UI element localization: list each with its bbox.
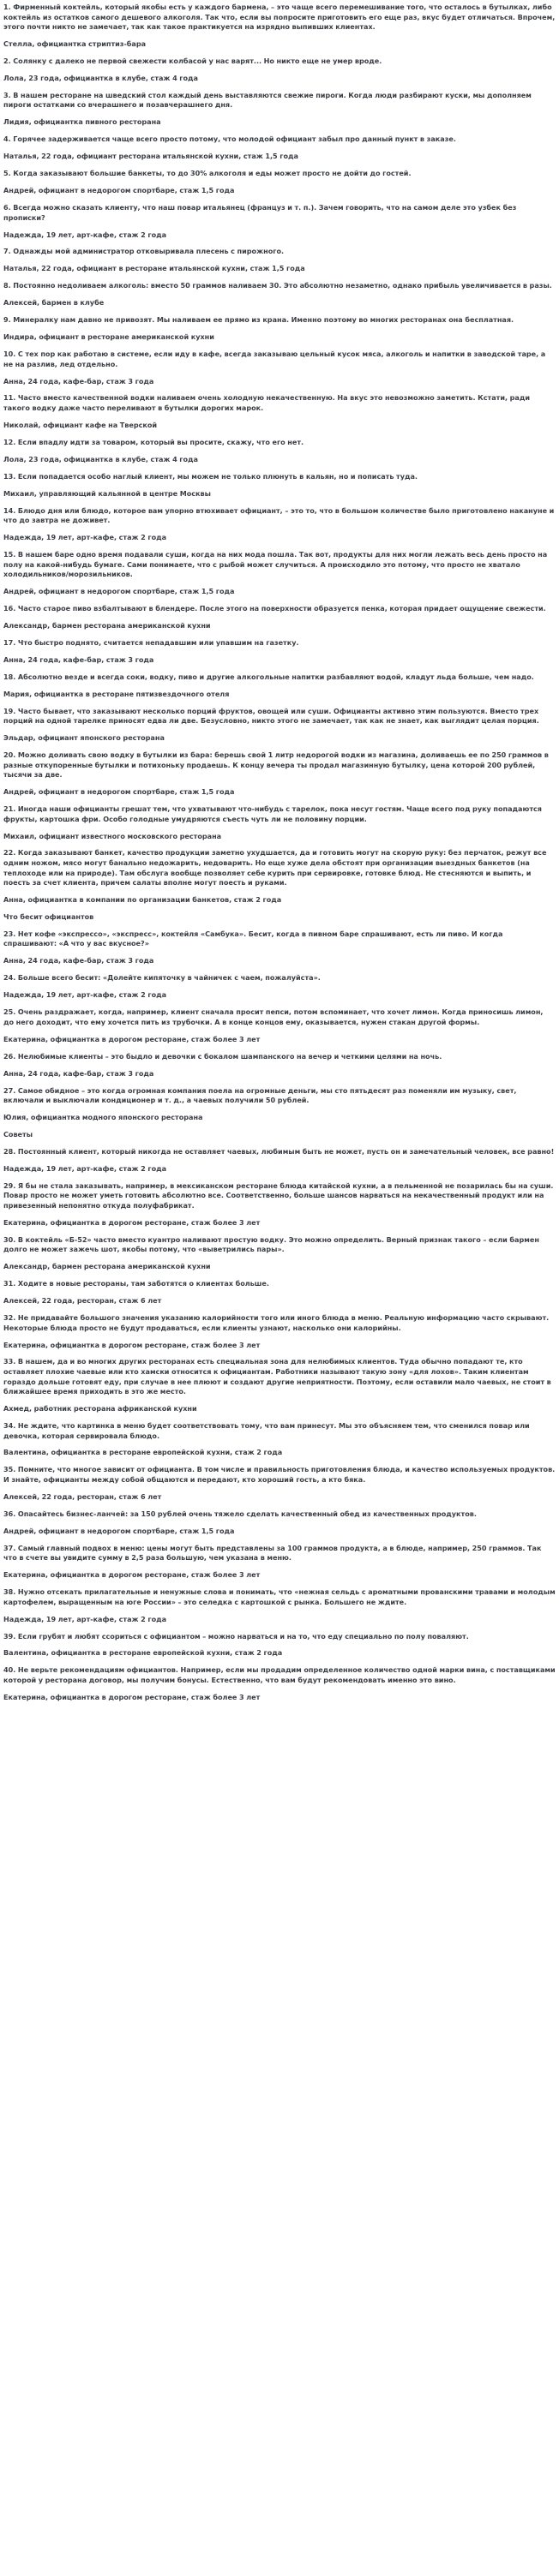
numbered-item: 31. Ходите в новые рестораны, там заботятся о клиентах больше.: [3, 1279, 269, 1288]
numbered-item: 11. Часто вместо качественной водки наливаем очень холодную некачественную. На вкус это невозможно заметить. Кстати, ради такого водку даже часто переливают в бутылки дорогих марок.: [3, 393, 531, 413]
numbered-item: 4. Горячее задерживается чаще всего просто потому, что молодой официант забыл про данный пункт в заказе.: [3, 134, 456, 144]
attribution-line: Андрей, официант в недорогом спортбаре, стаж 1,5 года: [3, 787, 235, 797]
attribution-line: Александр, бармен ресторана американской кухни: [3, 620, 211, 630]
numbered-item: 21. Иногда наши официанты грешат тем, что ухватывают что-нибудь с тарелок, пока несут гостям. Чаще всего под руку попадаются фрукты, картошка фри. Особо голодные умудряются съесть чуть ли не половину порции.: [3, 804, 542, 823]
numbered-item: 37. Самый главный подвох в меню: цены могут быть представлены за 100 граммов продукта, а в блюде, например, 250 граммов. Так что в счете вы увидите сумму в 2,5 раза большую, чем указана в меню.: [3, 1543, 542, 1563]
numbered-item: 28. Постоянный клиент, который никогда не оставляет чаевых, любимым быть не может, пусть он и замечательный человек, все равно!: [3, 1146, 555, 1156]
numbered-item: 3. В нашем ресторане на шведский стол каждый день выставляются свежие пироги. Когда люди разбирают куски, мы дополняем пироги остатками со вчерашнего и позавчерашнего дня.: [3, 90, 532, 110]
attribution-line: Стелла, официантка стриптиз-бара: [3, 39, 147, 49]
attribution-line: Екатерина, официантка в дорогом ресторане, стаж более 3 лет: [3, 1340, 261, 1349]
numbered-item: 6. Всегда можно сказать клиенту, что наш повар итальянец (француз и т. п.). Зачем говорить, что на самом деле это узбек без прописки?: [3, 203, 517, 222]
attribution-line: Андрей, официант в недорогом спортбаре, стаж 1,5 года: [3, 587, 235, 596]
attribution-line: Анна, 24 года, кафе-бар, стаж 3 года: [3, 1068, 154, 1078]
numbered-item: 13. Если попадается особо наглый клиент, мы можем не только плюнуть в кальян, но и пописать туда.: [3, 471, 418, 481]
attribution-line: Надежда, 19 лет, арт-кафе, стаж 2 года: [3, 230, 167, 239]
numbered-item: 19. Часто бывает, что заказывают несколько порций фруктов, овощей или суши. Официанты активно этим пользуются. Вместо трех порций на одной тарелке приносят едва ли две. Безусловно, никто этого не замечает, так как не знает, как выглядит целая порция.: [3, 706, 539, 726]
attribution-line: Индира, официант в ресторане американской кухни: [3, 332, 214, 342]
attribution-line: Анна, 24 года, кафе-бар, стаж 3 года: [3, 956, 154, 965]
attribution-line: Валентина, официантка в ресторане европейской кухни, стаж 2 года: [3, 1648, 283, 1658]
attribution-line: Лола, 23 года, официантка в клубе, стаж 4 года: [3, 73, 198, 82]
attribution-line: Наталья, 22 года, официант ресторана итальянской кухни, стаж 1,5 года: [3, 152, 298, 161]
numbered-item: 25. Очень раздражает, когда, например, клиент сначала просит пепси, потом вспоминает, что хочет лимон. Когда приносишь лимон, до него доходит, что ему хочется пить из трубочки. А в конце концов ему, оказывается, нужен стакан другой формы.: [3, 1007, 544, 1026]
numbered-item: 35. Помните, что многое зависит от официанта. В том числе и правильность приготовления блюда, и качество используемых продуктов. И знайте, официанты между собой общаются и передают, кто хороший гость, а кто бяка.: [3, 1465, 556, 1484]
attribution-line: Екатерина, официантка в дорогом ресторане, стаж более 3 лет: [3, 1692, 261, 1701]
numbered-item: 29. Я бы не стала заказывать, например, в мексиканском ресторане блюда китайской кухни, а в пельменной не позарилась бы на суши. Повар просто не может уметь готовить абсолютно все. Соответственно, больше шансов нарваться на некачественный продукт или на привезенный непонятно откуда полуфабрикат.: [3, 1180, 554, 1210]
numbered-item: 18. Абсолютно везде и всегда соки, водку, пиво и другие алкогольные напитки разбавляют водой, кладут льда больше, чем надо.: [3, 672, 534, 681]
numbered-item: 33. В нашем, да и во многих других ресторанах есть специальная зона для нелюбимых клиентов. Туда обычно попадают те, кто оставляет плохие чаевые или кто хамски относится к официантам. Работники называют такую зону «для лохов». Таким клиентам гораздо дольше готовят еду, при случае в нее плюют и создают другие неприятности. Поэтому, если оставили мало чаевых, не стоит в ближайшее время приходить в это же место.: [3, 1357, 551, 1396]
numbered-item: 40. Не верьте рекомендациям официантов. Например, если мы продадим определенное количество одной марки вина, с поставщиками которой у ресторана договор, мы получим бонусы. Естественно, что вам будут рекомендовать именно это вино.: [3, 1665, 556, 1684]
numbered-item: 9. Минералку нам давно не привозят. Мы наливаем ее прямо из крана. Именно поэтому во многих ресторанах она бесплатная.: [3, 315, 514, 325]
attribution-line: Надежда, 19 лет, арт-кафе, стаж 2 года: [3, 1614, 167, 1623]
attribution-line: Лидия, официантка пивного ресторана: [3, 117, 161, 127]
attribution-line: Юлия, официантка модного японского ресторана: [3, 1113, 203, 1122]
numbered-item: 5. Когда заказывают большие банкеты, то до 30% алкоголя и еды может просто не дойти до гостей.: [3, 169, 412, 178]
numbered-item: 8. Постоянно недоливаем алкоголь: вместо 50 граммов наливаем 30. Это абсолютно незаметно, однако прибыль увеличивается в разы.: [3, 281, 552, 290]
attribution-line: Михаил, официант известного московского ресторана: [3, 831, 222, 840]
numbered-item: 34. Не ждите, что картинка в меню будет соответствовать тому, что вам принесут. Мы это объясняем тем, что сменился повар или девочка, которая сервировала блюдо.: [3, 1420, 530, 1440]
section-heading: Советы: [3, 1129, 33, 1139]
numbered-item: 17. Что быстро поднято, считается непадавшим или упавшим на газетку.: [3, 637, 299, 647]
attribution-line: Екатерина, официантка в дорогом ресторане, стаж более 3 лет: [3, 1034, 261, 1043]
numbered-item: 24. Больше всего бесит: «Долейте кипяточку в чайничек с чаем, пожалуйста».: [3, 973, 321, 983]
numbered-item: 2. Солянку с далеко не первой свежести колбасой у нас варят... Но никто еще не умер вроде.: [3, 56, 382, 65]
attribution-line: Николай, официант кафе на Тверской: [3, 420, 158, 429]
attribution-line: Алексей, 22 года, ресторан, стаж 6 лет: [3, 1296, 162, 1306]
numbered-item: 20. Можно доливать свою водку в бутылки из бара: берешь свой 1 литр недорогой водки из магазина, доливаешь ее по 250 граммов в разные откупоренные бутылки и потихоньку продаешь. К концу вечера ты продал магазинную бутылку, цена которой 200 рублей, тысячи за две.: [3, 750, 549, 780]
attribution-line: Наталья, 22 года, официант в ресторане итальянской кухни, стаж 1,5 года: [3, 264, 305, 273]
numbered-item: 15. В нашем баре одно время подавали суши, когда на них мода пошла. Так вот, продукты для них могли лежать весь день просто на полу на какой-нибудь бумаге. Сами понимаете, что с рыбой может случиться. А происходило это потому, что просто не хватало холодильников/морозильников.: [3, 550, 548, 579]
numbered-item: 26. Нелюбимые клиенты – это быдло и девочки с бокалом шампанского на вечер и четкими целями на ночь.: [3, 1051, 442, 1061]
numbered-item: 14. Блюдо дня или блюдо, которое вам упорно втюхивает официант, – это то, что в большом количестве было приготовлено накануне и что до завтра не доживет.: [3, 505, 555, 525]
attribution-line: Анна, официантка в компании по организации банкетов, стаж 2 года: [3, 895, 282, 905]
numbered-item: 10. С тех пор как работаю в системе, если иду в кафе, всегда заказываю цельный кусок мяса, алкоголь и напитки в заводской таре, а не на разлив, лед отдельно.: [3, 350, 546, 368]
numbered-item: 1. Фирменный коктейль, который якобы есть у каждого бармена, – это чаще всего перемешивание того, что осталось в бутылках, либо коктейль из остатков самого дешевого алкоголя. Так что, если вы попросите приготовить его еще раз, вкус будет отличаться. Впрочем, этого почти никто не замечает, так как такое практикуется на изрядно выпивших клиентах.: [3, 3, 556, 32]
attribution-line: Екатерина, официантка в дорогом ресторане, стаж более 3 лет: [3, 1570, 261, 1580]
numbered-item: 32. Не придавайте большого значения указанию калорийности того или иного блюда в меню. Реальную информацию часто скрывают. Некоторые блюда просто не будут продаваться, если клиенты узнают, насколько они калорийны.: [3, 1313, 550, 1332]
section-heading: Что бесит официантов: [3, 912, 94, 921]
attribution-line: Андрей, официант в недорогом спортбаре, стаж 1,5 года: [3, 186, 235, 195]
attribution-line: Алексей, бармен в клубе: [3, 298, 105, 308]
numbered-item: 7. Однажды мой администратор отковыривала плесень с пирожного.: [3, 247, 285, 256]
attribution-line: Анна, 24 года, кафе-бар, стаж 3 года: [3, 654, 154, 664]
numbered-item: 16. Часто старое пиво взбалтывают в блендере. После этого на поверхности образуется пенка, которая придает ощущение свежести.: [3, 604, 546, 613]
numbered-item: 12. Если впадлу идти за товаром, который вы просите, скажу, что его нет.: [3, 437, 304, 446]
attribution-line: Андрей, официант в недорогом спортбаре, стаж 1,5 года: [3, 1526, 235, 1535]
attribution-line: Эльдар, официант японского ресторана: [3, 733, 165, 743]
attribution-line: Анна, 24 года, кафе-бар, стаж 3 года: [3, 376, 154, 386]
attribution-line: Екатерина, официантка в дорогом ресторане, стаж более 3 лет: [3, 1217, 261, 1227]
numbered-item: 39. Если грубят и любят ссориться с официантом – можно нарваться и на то, что еду специально по полу поваляют.: [3, 1631, 469, 1641]
numbered-item: 36. Опасайтесь бизнес-ланчей: за 150 рублей очень тяжело сделать качественный обед из качественных продуктов.: [3, 1509, 477, 1518]
attribution-line: Александр, бармен ресторана американской кухни: [3, 1262, 211, 1271]
numbered-item: 23. Нет кофе «экспрессо», «экспресс», коктейля «Самбука». Бесит, когда в пивном баре спрашивают, есть ли пиво. И когда спрашивают: «А что у вас вкусное?»: [3, 929, 503, 948]
numbered-item: 22. Когда заказывают банкет, качество продукции заметно ухудшается, да и готовить могут на скорую руку: без перчаток, режут все одним ножом, мясо могут банально недожарить, недоварить. Но еще хуже дела обстоят при организации выездных банкетов (на теплоходе или на природе). Там обслуга вообще позволяет себе курить при сервировке, готовке блюд. Не стесняются и выпить, и поесть за счет клиента, причем салаты вполне могут поесть и руками.: [3, 848, 547, 888]
attribution-line: Алексей, 22 года, ресторан, стаж 6 лет: [3, 1491, 162, 1501]
attribution-line: Михаил, управляющий кальянной в центре Москвы: [3, 488, 211, 498]
numbered-item: 27. Самое обидное – это когда огромная компания поела на огромные деньги, мы сто пятьдесят раз поменяли им музыку, свет, включали и выключали кондиционер и т. д., а чаевых получили 50 рублей.: [3, 1085, 517, 1105]
attribution-line: Надежда, 19 лет, арт-кафе, стаж 2 года: [3, 533, 167, 542]
numbered-item: 38. Нужно отсекать прилагательные и ненужные слова и понимать, что «нежная сельдь с ароматными прованскими травами и молодым картофелем, выращенным на юге России» – это селедка с картошкой с рынка. Большего не ждите.: [3, 1587, 556, 1606]
attribution-line: Валентина, официантка в ресторане европейской кухни, стаж 2 года: [3, 1448, 283, 1457]
attribution-line: Ахмед, работник ресторана африканской кухни: [3, 1404, 197, 1414]
numbered-item: 30. В коктейль «Б-52» часто вместо куантро наливают простую водку. Это можно определить. Верный признак такого – если бармен долго не может зажечь шот, якобы потому, что «выветрились пары».: [3, 1234, 539, 1254]
attribution-line: Мария, официантка в ресторане пятизвездочного отеля: [3, 689, 230, 698]
attribution-line: Надежда, 19 лет, арт-кафе, стаж 2 года: [3, 990, 167, 1000]
attribution-line: Надежда, 19 лет, арт-кафе, стаж 2 года: [3, 1163, 167, 1173]
attribution-line: Лола, 23 года, официантка в клубе, стаж 4 года: [3, 454, 198, 463]
